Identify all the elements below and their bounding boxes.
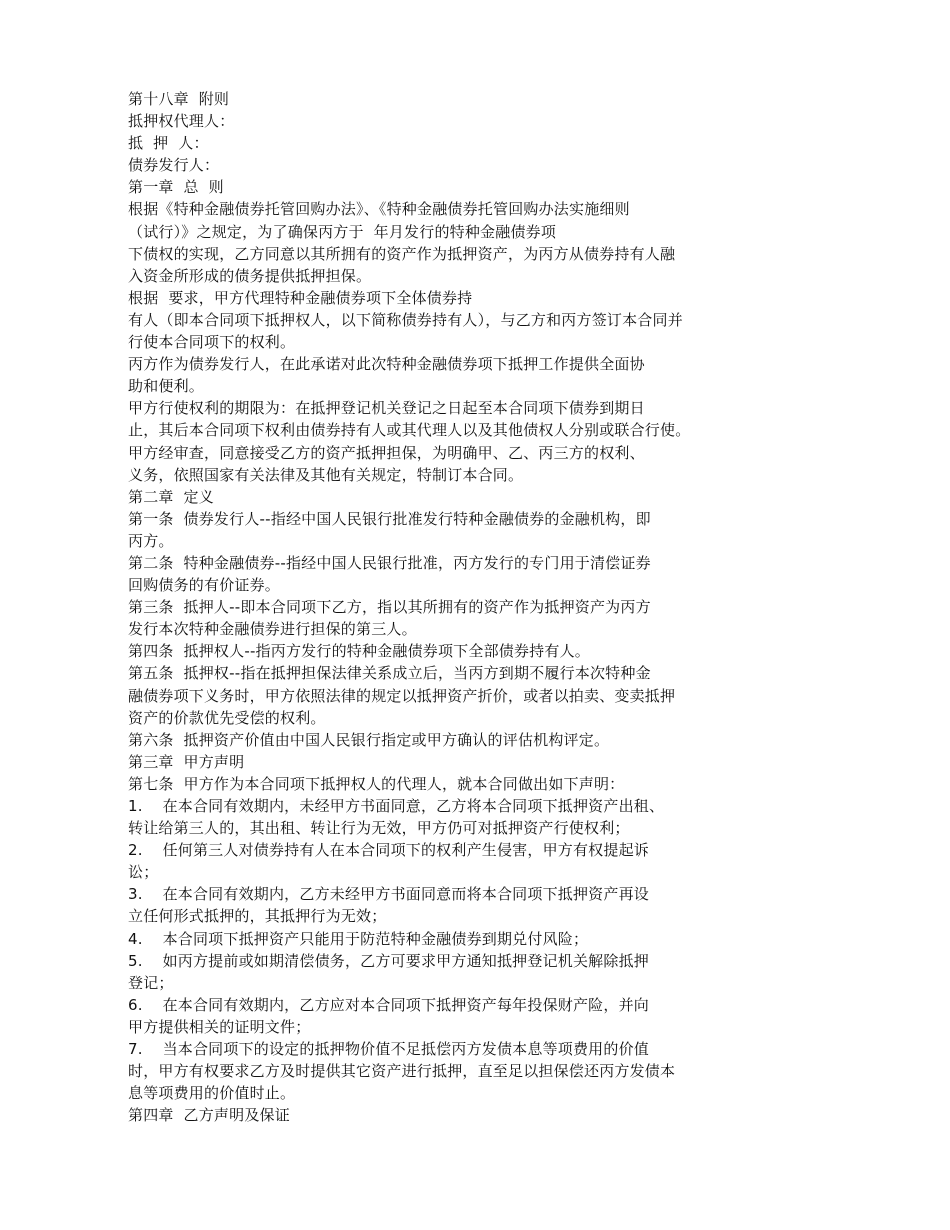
- document-line: 融债券项下义务时，甲方依照法律的规定以抵押资产折价，或者以拍卖、变卖抵押: [128, 686, 676, 705]
- document-line: 第五条 抵押权--指在抵押担保法律关系成立后，当丙方到期不履行本次特种金: [128, 664, 651, 683]
- document-body: [128, 88, 728, 1126]
- document-line: 行使本合同项下的权利。: [128, 333, 296, 352]
- document-line: 甲方经审查，同意接受乙方的资产抵押担保，为明确甲、乙、丙三方的权利、: [128, 443, 645, 462]
- document-line: 息等项费用的价值时止。: [128, 1084, 296, 1103]
- document-line: 根据 要求，甲方代理特种金融债券项下全体债券持: [128, 288, 473, 307]
- document-line: 下债权的实现，乙方同意以其所拥有的资产作为抵押资产，为丙方从债券持有人融: [128, 244, 676, 263]
- document-line: 转让给第三人的，其出租、转让行为无效，甲方仍可对抵押资产行使权利；: [128, 819, 630, 838]
- document-line: 第三条 抵押人--即本合同项下乙方，指以其所拥有的资产作为抵押资产为丙方: [128, 598, 651, 617]
- document-line: 资产的价款优先受偿的权利。: [128, 708, 326, 727]
- document-line: 时，甲方有权要求乙方及时提供其它资产进行抵押，直至足以担保偿还丙方发债本: [128, 1062, 676, 1081]
- document-line: 登记；: [128, 973, 174, 992]
- document-line: 2. 任何第三人对债券持有人在本合同项下的权利产生侵害，甲方有权提起诉: [128, 841, 649, 860]
- document-line: 第四条 抵押权人--指丙方发行的特种金融债券项下全部债券持有人。: [128, 642, 590, 661]
- document-line: 回购债务的有价证券。: [128, 576, 281, 595]
- document-line: 讼；: [128, 863, 159, 882]
- document-line: 4. 本合同项下抵押资产只能用于防范特种金融债券到期兑付风险；: [128, 929, 589, 948]
- document-line: 甲方提供相关的证明文件；: [128, 1017, 311, 1036]
- document-line: 债券发行人：: [128, 156, 220, 175]
- document-line: 5. 如丙方提前或如期清偿债务，乙方可要求甲方通知抵押登记机关解除抵押: [128, 951, 649, 970]
- document-line: 1. 在本合同有效期内，未经甲方书面同意，乙方将本合同项下抵押资产出租、: [128, 797, 665, 815]
- document-line: 第一条 债券发行人--指经中国人民银行批准发行特种金融债券的金融机构，即: [128, 509, 651, 528]
- document-line: 第三章 甲方声明: [128, 752, 245, 771]
- document-line: 丙方。: [128, 531, 174, 550]
- document-line: 发行本次特种金融债券进行担保的第三人。: [128, 620, 417, 639]
- document-line: 6. 在本合同有效期内，乙方应对本合同项下抵押资产每年投保财产险，并向: [128, 995, 649, 1014]
- document-line: 抵押权代理人：: [128, 112, 235, 131]
- document-line: 第七条 甲方作为本合同项下抵押权人的代理人，就本合同做出如下声明：: [128, 774, 625, 793]
- document-line: 第十八章 附则: [128, 90, 230, 108]
- document-line: 抵 押 人：: [128, 134, 209, 153]
- document-line: 止，其后本合同项下权利由债券持有人或其代理人以及其他债权人分别或联合行使。: [128, 421, 691, 440]
- document-line: 义务，依照国家有关法律及其他有关规定，特制订本合同。: [128, 465, 524, 484]
- document-line: 丙方作为债券发行人，在此承诺对此次特种金融债券项下抵押工作提供全面协: [128, 355, 645, 374]
- document-line: （试行）》之规定，为了确保丙方于 年月发行的特种金融债券项: [128, 222, 557, 241]
- document-line: 第一章 总 则: [128, 178, 224, 197]
- document-line: 3. 在本合同有效期内，乙方未经甲方书面同意而将本合同项下抵押资产再设: [128, 885, 649, 904]
- document-line: 第二条 特种金融债券--指经中国人民银行批准，丙方发行的专门用于清偿证券: [128, 553, 651, 572]
- document-line: 7. 当本合同项下的设定的抵押物价值不足抵偿丙方发债本息等项费用的价值: [128, 1040, 649, 1059]
- document-line: 甲方行使权利的期限为：在抵押登记机关登记之日起至本合同项下债券到期日: [128, 399, 645, 418]
- document-line: 助和便利。: [128, 377, 205, 396]
- document-line: 入资金所形成的债务提供抵押担保。: [128, 266, 372, 285]
- document-line: 立任何形式抵押的，其抵押行为无效；: [128, 907, 387, 926]
- document-line: 第四章 乙方声明及保证: [128, 1106, 290, 1125]
- document-line: 根据《特种金融债券托管回购办法》、《特种金融债券托管回购办法实施细则: [128, 200, 630, 219]
- document-line: 第二章 定义: [128, 487, 214, 506]
- document-line: 有人（即本合同项下抵押权人，以下简称债券持有人），与乙方和丙方签订本合同并: [128, 310, 683, 329]
- document-line: 第六条 抵押资产价值由中国人民银行指定或甲方确认的评估机构评定。: [128, 730, 610, 749]
